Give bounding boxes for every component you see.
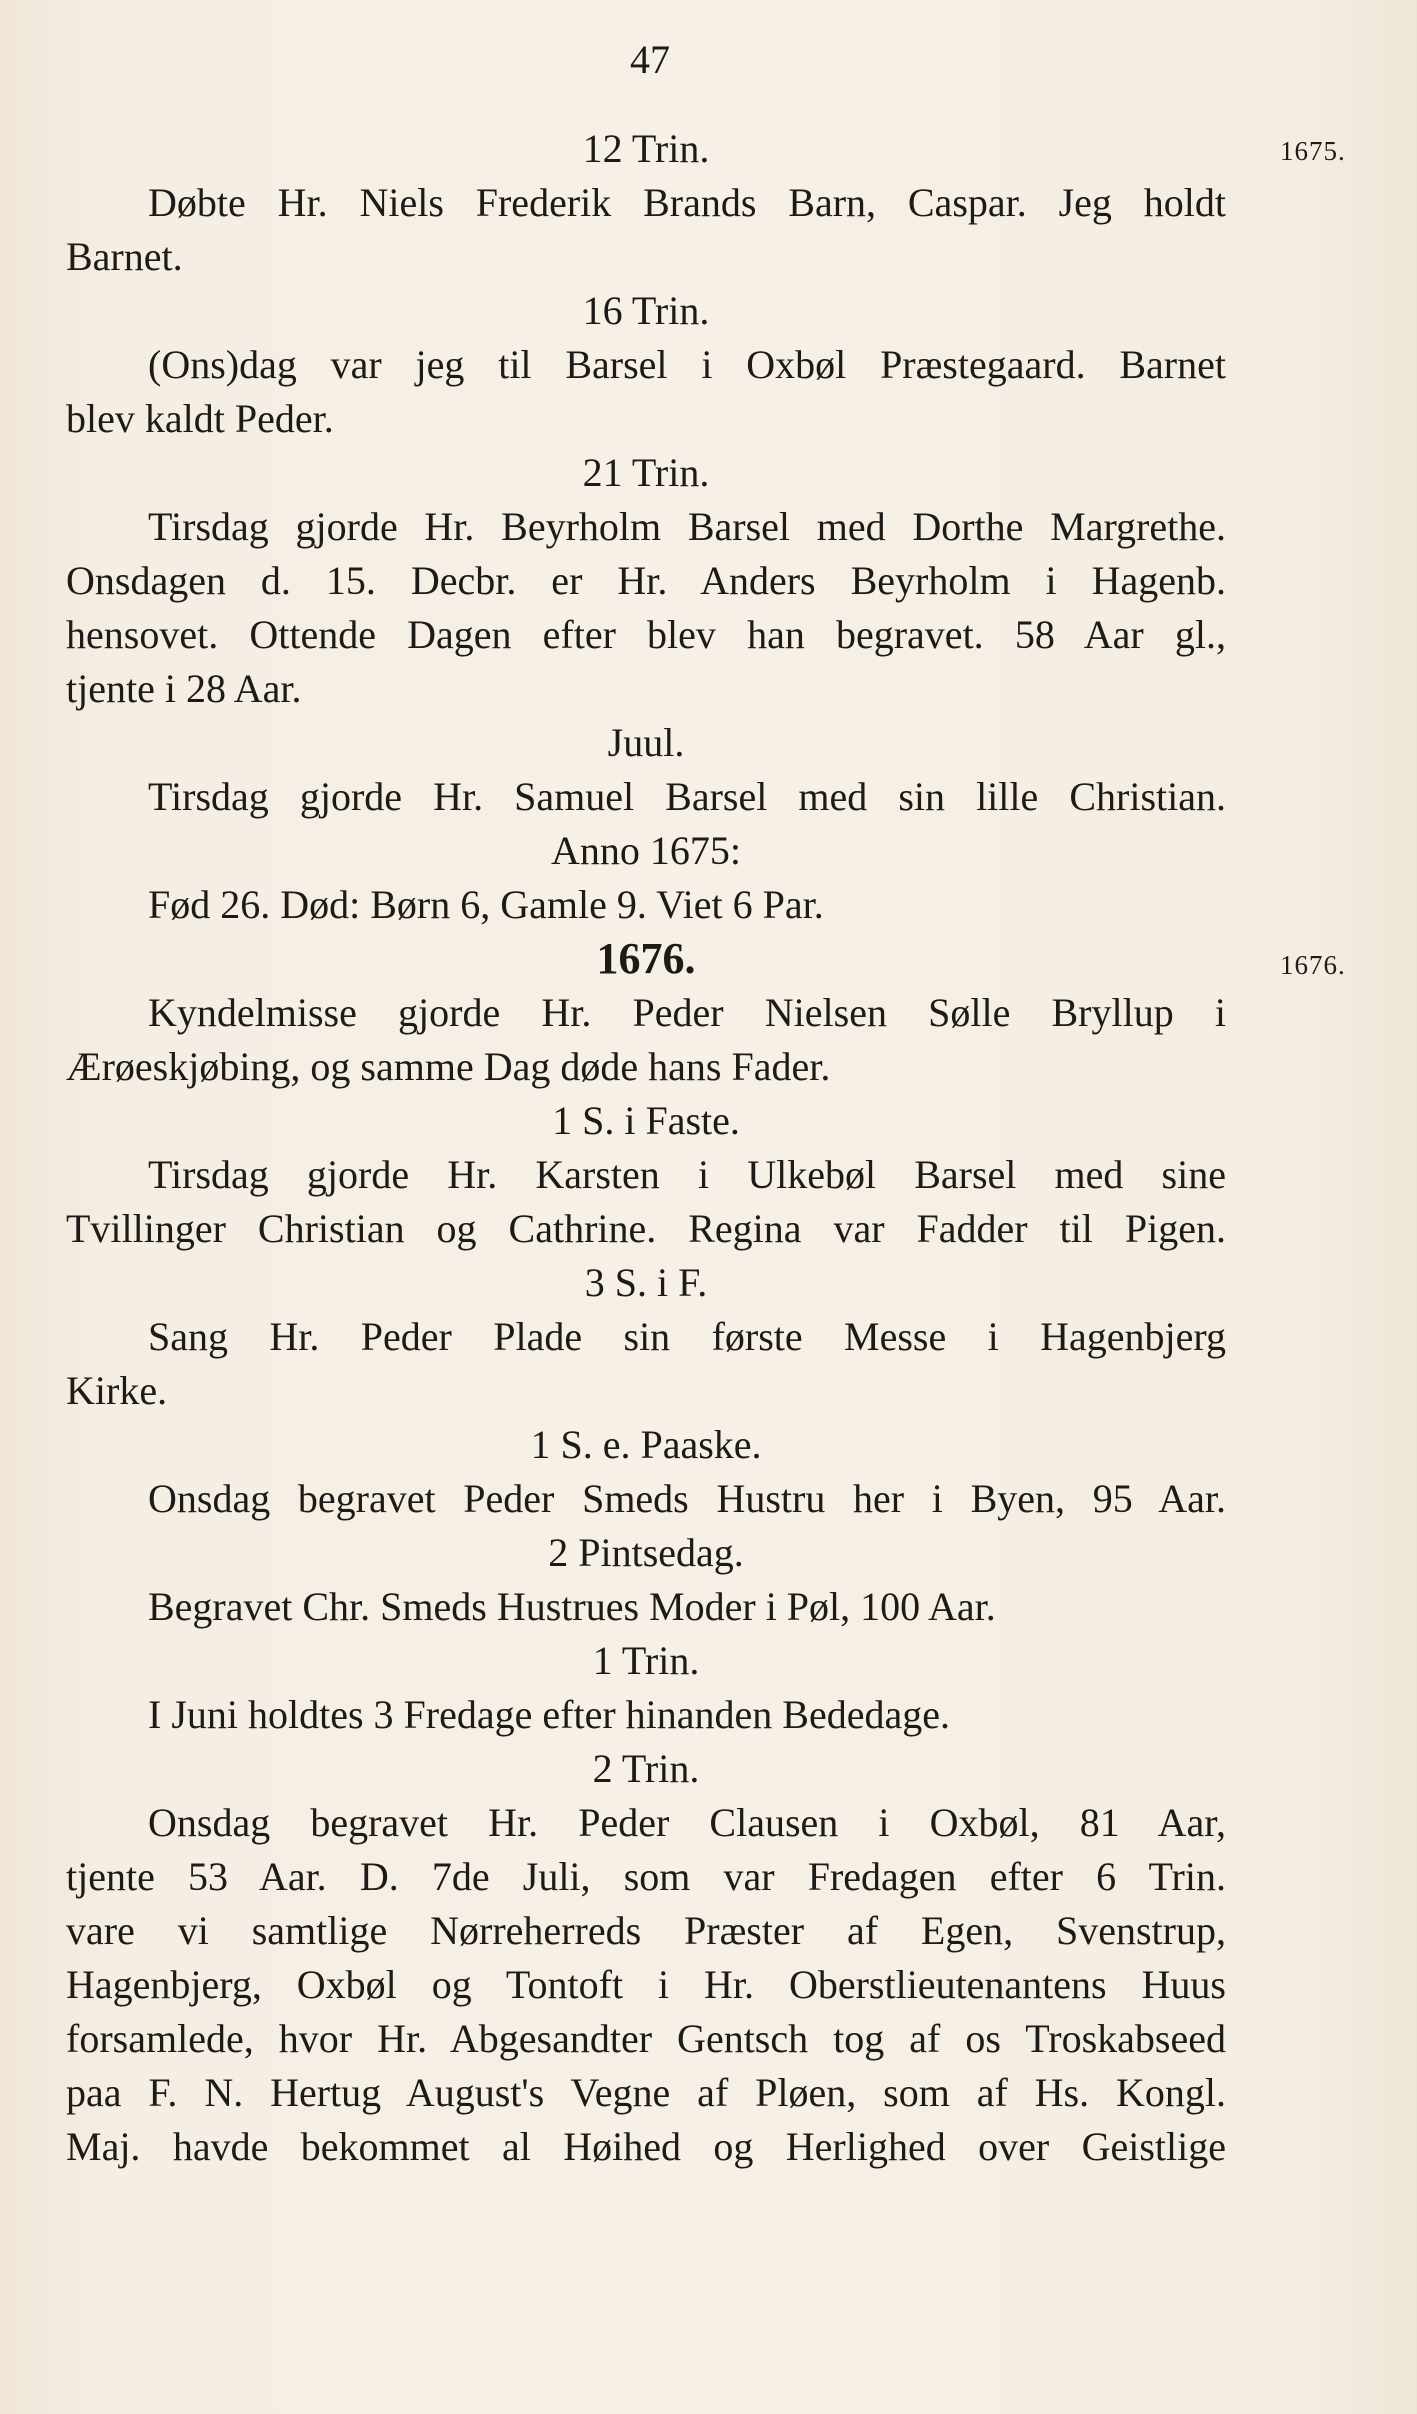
text-line: Onsdag begravet Hr. Peder Clausen i Oxbøl, 81 Aar,	[148, 1800, 1226, 1845]
section-heading: 16 Trin.	[582, 288, 710, 333]
text-line: Kyndelmisse gjorde Hr. Peder Nielsen Sølle Bryllup i	[148, 990, 1226, 1035]
text-line: paa F. N. Hertug August's Vegne af Pløen, som af Hs. Kongl.	[66, 2070, 1226, 2115]
text-line: Tvillinger Christian og Cathrine. Regina var Fadder til Pigen.	[66, 1206, 1226, 1251]
section-heading: Juul.	[607, 720, 685, 765]
section-heading: 1 S. i Faste.	[552, 1098, 740, 1143]
margin-year-1675: 1675.	[1280, 136, 1346, 166]
text-line: Begravet Chr. Smeds Hustrues Moder i Pøl, 100 Aar.	[148, 1584, 996, 1629]
section-heading: 2 Trin.	[592, 1746, 700, 1791]
text-line: I Juni holdtes 3 Fredage efter hinanden Bededage.	[148, 1692, 950, 1737]
section-heading: 1 S. e. Paaske.	[530, 1422, 762, 1467]
margin-year-1676: 1676.	[1280, 950, 1346, 980]
text-line: Onsdag begravet Peder Smeds Hustru her i Byen, 95 Aar.	[148, 1476, 1226, 1521]
text-line: Døbte Hr. Niels Frederik Brands Barn, Caspar. Jeg holdt	[148, 180, 1226, 225]
text-line: Hagenbjerg, Oxbøl og Tontoft i Hr. Oberstlieutenantens Huus	[66, 1962, 1226, 2007]
text-line: Fød 26. Død: Børn 6, Gamle 9. Viet 6 Par.	[148, 882, 824, 927]
text-line: Tirsdag gjorde Hr. Karsten i Ulkebøl Barsel med sine	[148, 1152, 1226, 1197]
section-heading: 3 S. i F.	[584, 1260, 708, 1305]
text-line: Kirke.	[66, 1368, 168, 1413]
text-line: tjente i 28 Aar.	[66, 666, 302, 711]
text-line: hensovet. Ottende Dagen efter blev han begravet. 58 Aar gl.,	[66, 612, 1226, 657]
text-line: vare vi samtlige Nørreherreds Præster af Egen, Svenstrup,	[66, 1908, 1226, 1953]
text-line: Barnet.	[66, 234, 183, 279]
year-heading: 1676.	[596, 934, 696, 983]
page-number: 47	[630, 37, 670, 82]
text-line: Onsdagen d. 15. Decbr. er Hr. Anders Beyrholm i Hagenb.	[66, 558, 1226, 603]
section-heading: 2 Pintsedag.	[548, 1530, 744, 1575]
text-line: tjente 53 Aar. D. 7de Juli, som var Fredagen efter 6 Trin.	[66, 1854, 1226, 1899]
text-line: Ærøeskjøbing, og samme Dag døde hans Fader.	[66, 1044, 831, 1089]
text-line: (Ons)dag var jeg til Barsel i Oxbøl Præstegaard. Barnet	[148, 342, 1226, 387]
text-line: Tirsdag gjorde Hr. Beyrholm Barsel med Dorthe Margrethe.	[148, 504, 1226, 549]
section-heading: 1 Trin.	[592, 1638, 700, 1683]
text-line: Maj. havde bekommet al Høihed og Herlighed over Geistlige	[66, 2124, 1226, 2169]
text-line: blev kaldt Peder.	[66, 396, 334, 441]
text-line: Tirsdag gjorde Hr. Samuel Barsel med sin lille Christian.	[148, 774, 1226, 819]
section-heading: 21 Trin.	[582, 450, 710, 495]
text-line: forsamlede, hvor Hr. Abgesandter Gentsch tog af os Troskabseed	[66, 2016, 1226, 2061]
text-line: Sang Hr. Peder Plade sin første Messe i Hagenbjerg	[148, 1314, 1226, 1359]
section-heading: 12 Trin.	[582, 126, 710, 171]
section-heading: Anno 1675:	[551, 828, 741, 873]
